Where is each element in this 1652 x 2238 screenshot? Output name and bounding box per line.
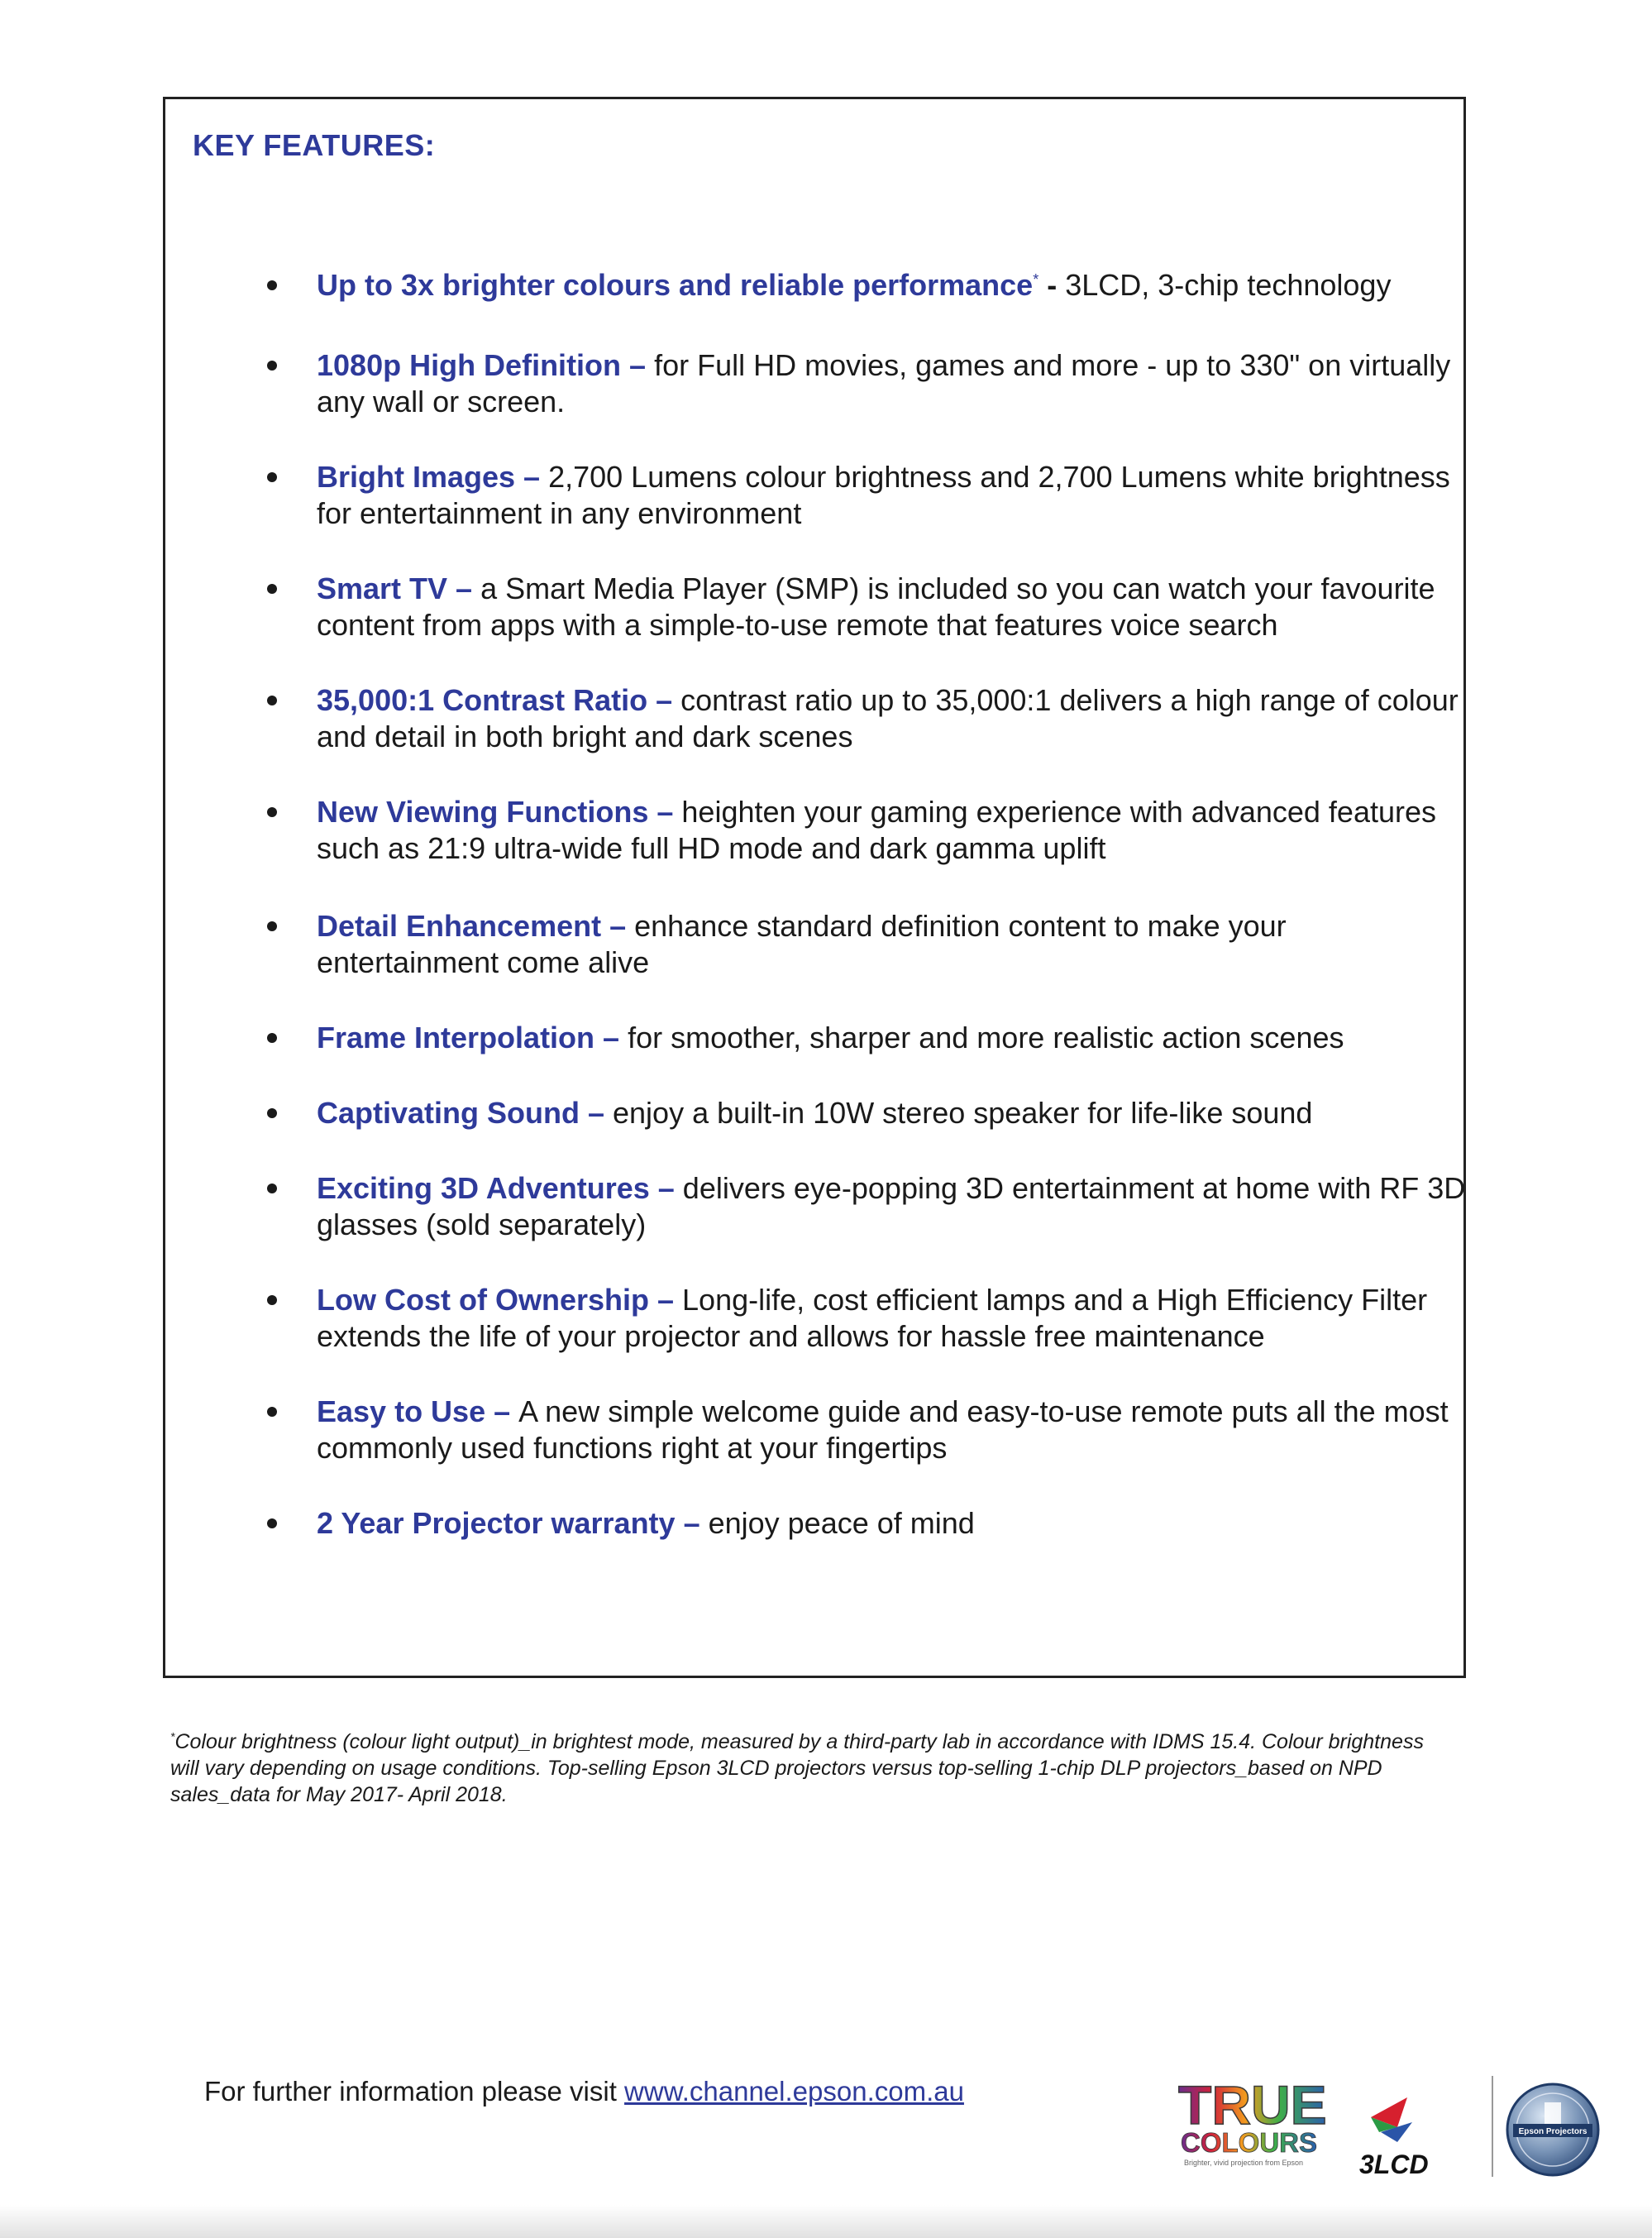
- 3lcd-logo: [1359, 2097, 1429, 2179]
- feature-heading: Exciting 3D Adventures –: [317, 1171, 683, 1205]
- feature-heading: Low Cost of Ownership –: [317, 1283, 683, 1317]
- feature-heading: Easy to Use –: [317, 1394, 519, 1428]
- bullet-icon: [267, 1184, 277, 1193]
- feature-heading: Detail Enhancement –: [317, 909, 635, 943]
- feature-description: 2,700 Lumens colour brightness and 2,700 Lumens white brightness for entertainment in any environment: [317, 460, 1450, 530]
- bullet-icon: [267, 921, 277, 931]
- feature-description: 3LCD, 3-chip technology: [1065, 268, 1392, 302]
- feature-text: [317, 267, 1466, 304]
- feature-text: [317, 1020, 1466, 1056]
- true-colours-logo: [1178, 2074, 1327, 2167]
- feature-heading: Captivating Sound –: [317, 1096, 614, 1130]
- feature-description: contrast ratio up to 35,000:1 delivers a high range of colour and detail in both bright and dark scenes: [317, 683, 1459, 753]
- key-features-box: [163, 97, 1466, 1678]
- epson-website-link[interactable]: www.channel.epson.com.au: [624, 2076, 964, 2106]
- page-bottom-shadow: [0, 2205, 1652, 2238]
- feature-text: [317, 1095, 1466, 1131]
- bullet-icon: [267, 1295, 277, 1305]
- feature-heading: Bright Images –: [317, 460, 549, 494]
- feature-text: [317, 1505, 1466, 1542]
- feature-heading: New Viewing Functions –: [317, 795, 682, 829]
- feature-text: [317, 1170, 1466, 1243]
- feature-heading: 1080p High Definition –: [317, 348, 655, 382]
- footnote-marker: *: [1033, 271, 1039, 288]
- feature-heading: Frame Interpolation –: [317, 1021, 628, 1054]
- feature-text: [317, 682, 1466, 755]
- bullet-icon: [267, 807, 277, 817]
- true-colours-word-true: TRUE: [1178, 2074, 1327, 2135]
- feature-text: [317, 794, 1466, 867]
- feature-description: enjoy a built-in 10W stereo speaker for life-like sound: [613, 1096, 1313, 1130]
- feature-description: delivers eye-popping 3D entertainment at home with RF 3D glasses (sold separately): [317, 1171, 1466, 1241]
- feature-text: [317, 347, 1466, 420]
- true-colours-word-colours: COLOURS: [1181, 2127, 1317, 2158]
- feature-text: [317, 1282, 1466, 1355]
- epson-badge: [1507, 2084, 1598, 2175]
- 3lcd-label: 3LCD: [1359, 2150, 1429, 2179]
- footnote: [170, 1729, 1444, 1808]
- footnote-text: Colour brightness (colour light output)_in brightest mode, measured by a third-party lab in accordance with IDMS 15.4. Colour brightness will vary depending on usage conditions. Top-selling Epson 3LCD projectors versus top-selling 1-chip DLP projectors_based on NPD sales_data for May 2017- April 2018.: [170, 1730, 1424, 1806]
- bullet-icon: [267, 584, 277, 594]
- feature-description: heighten your gaming experience with advanced features such as 21:9 ultra-wide full HD mode and dark gamma uplift: [317, 795, 1436, 865]
- feature-heading: 2 Year Projector warranty –: [317, 1506, 709, 1540]
- feature-description: Long-life, cost efficient lamps and a High Efficiency Filter extends the life of your projector and allows for hassle free maintenance: [317, 1283, 1428, 1353]
- bullet-icon: [267, 1407, 277, 1417]
- bullet-icon: [267, 280, 277, 290]
- footer-info: [204, 2076, 964, 2107]
- bullet-icon: [267, 1033, 277, 1043]
- feature-text: [317, 908, 1466, 981]
- bullet-icon: [267, 1108, 277, 1118]
- true-colours-tagline: Brighter, vivid projection from Epson: [1184, 2159, 1304, 2167]
- feature-text: [317, 459, 1466, 532]
- feature-description: enhance standard definition content to make your entertainment come alive: [317, 909, 1287, 979]
- feature-text: [317, 1394, 1466, 1466]
- feature-description: for Full HD movies, games and more - up to 330" on virtually any wall or screen.: [317, 348, 1451, 418]
- badge-text: Epson Projectors: [1518, 2127, 1588, 2136]
- feature-text: [317, 571, 1466, 643]
- badge-trophy-shape: [1545, 2102, 1561, 2124]
- feature-separator: -: [1038, 268, 1066, 302]
- bullet-icon: [267, 361, 277, 371]
- feature-description: A new simple welcome guide and easy-to-use remote puts all the most commonly used functions right at your fingertips: [317, 1394, 1449, 1465]
- footer-prefix: For further information please visit: [204, 2076, 625, 2106]
- key-features-title: KEY FEATURES:: [193, 128, 436, 162]
- feature-heading: Smart TV –: [317, 571, 481, 605]
- feature-description: for smoother, sharper and more realistic action scenes: [628, 1021, 1344, 1054]
- logos-graphic: [1174, 2068, 1621, 2192]
- feature-heading: 35,000:1 Contrast Ratio –: [317, 683, 681, 717]
- feature-description: a Smart Media Player (SMP) is included so you can watch your favourite content from apps with a simple-to-use remote that features voice search: [317, 571, 1435, 642]
- bullet-icon: [267, 1518, 277, 1528]
- feature-description: enjoy peace of mind: [708, 1506, 975, 1540]
- logo-area: [1174, 2068, 1621, 2192]
- feature-heading: Up to 3x brighter colours and reliable performance: [317, 268, 1034, 302]
- bullet-icon: [267, 696, 277, 705]
- footnote-mark: *: [170, 1729, 175, 1743]
- bullet-icon: [267, 472, 277, 482]
